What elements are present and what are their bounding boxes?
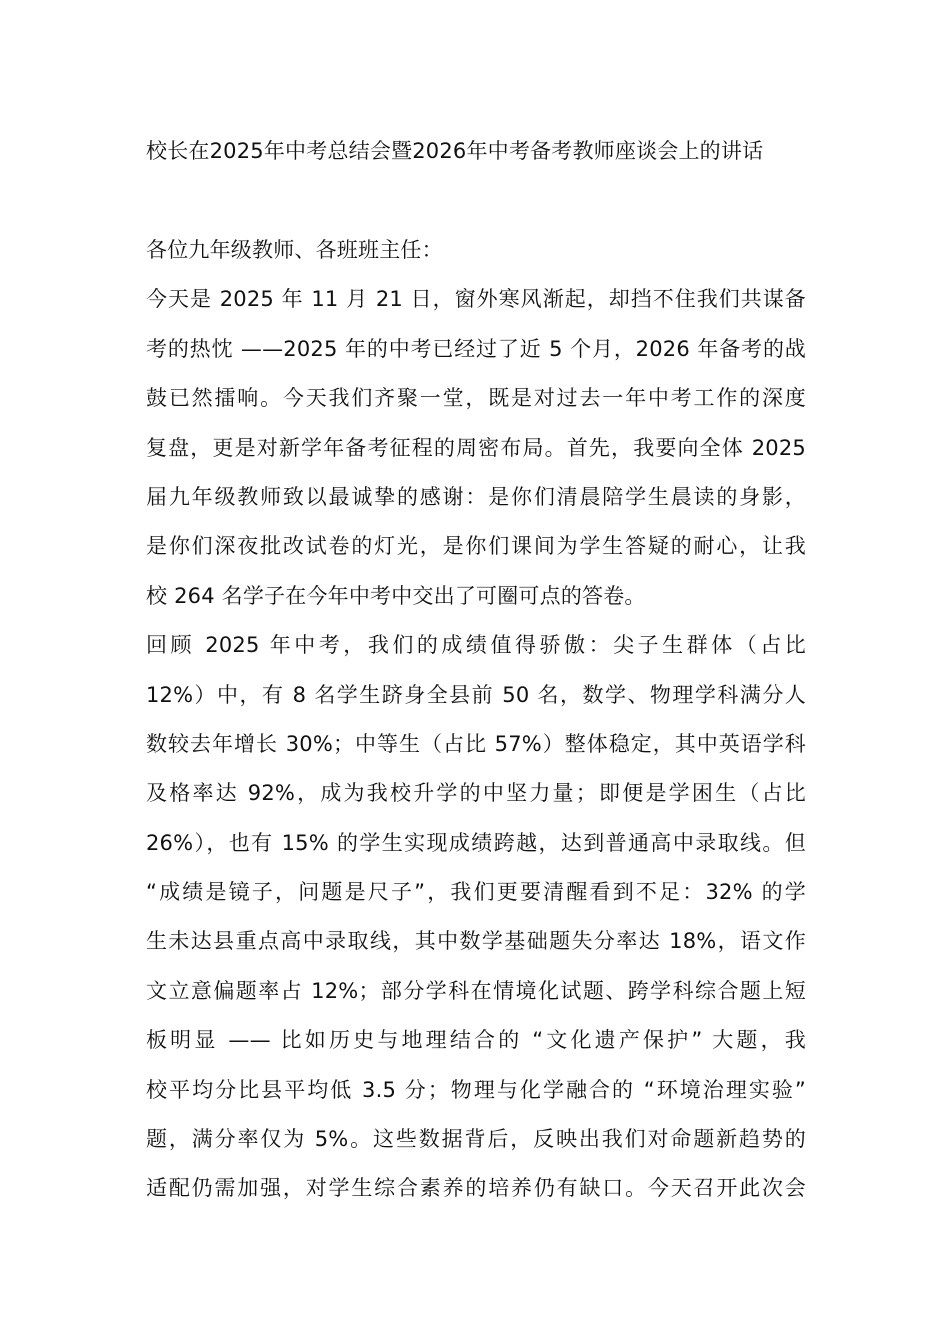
- document-body: [146, 232, 806, 1220]
- paragraph-line: 校平均分比县平均低 3.5 分；物理与化学融合的 “环境治理实验”: [146, 1077, 806, 1102]
- paragraph-line: 文立意偏题率占 12%；部分学科在情境化试题、跨学科综合题上短: [146, 978, 806, 1003]
- paragraph-line: 26%），也有 15% 的学生实现成绩跨越，达到普通高中录取线。但: [146, 830, 806, 855]
- paragraph-line: 及格率达 92%，成为我校升学的中坚力量；即便是学困生（占比: [146, 781, 806, 806]
- paragraph-line: 板明显 —— 比如历史与地理结合的 “文化遗产保护” 大题，我: [146, 1028, 806, 1053]
- paragraph-line: 鼓已然擂响。今天我们齐聚一堂，既是对过去一年中考工作的深度: [146, 386, 806, 411]
- paragraph-line: 校 264 名学子在今年中考中交出了可圈可点的答卷。: [146, 583, 646, 608]
- paragraph-line: 是你们深夜批改试卷的灯光，是你们课间为学生答疑的耐心，让我: [146, 534, 806, 559]
- paragraph-line: 回顾 2025 年中考，我们的成绩值得骄傲：尖子生群体（占比: [146, 633, 806, 658]
- paragraph-line: 今天是 2025 年 11 月 21 日，窗外寒风渐起，却挡不住我们共谋备: [146, 287, 806, 312]
- paragraph-line: 题，满分率仅为 5%。这些数据背后，反映出我们对命题新趋势的: [146, 1127, 806, 1152]
- paragraph-line: 复盘，更是对新学年备考征程的周密布局。首先，我要向全体 2025: [146, 435, 806, 460]
- paragraph-line: 届九年级教师致以最诚挚的感谢：是你们清晨陪学生晨读的身影，: [146, 484, 806, 509]
- document-title: 校长在2025年中考总结会暨2026年中考备考教师座谈会上的讲话: [146, 139, 764, 163]
- paragraph-line: 生未达县重点高中录取线，其中数学基础题失分率达 18%，语文作: [146, 929, 806, 954]
- paragraph-line: “成绩是镜子，问题是尺子”，我们更要清醒看到不足：32% 的学: [146, 880, 806, 905]
- paragraph-line: 数较去年增长 30%；中等生（占比 57%）整体稳定，其中英语学科: [146, 731, 806, 756]
- salutation-line: 各位九年级教师、各班班主任：: [146, 238, 443, 262]
- paragraph-line: 12%）中，有 8 名学生跻身全县前 50 名，数学、物理学科满分人: [146, 682, 806, 707]
- paragraph-line: 适配仍需加强，对学生综合素养的培养仍有缺口。今天召开此次会: [146, 1176, 806, 1201]
- paragraph-line: 考的热忱 ——2025 年的中考已经过了近 5 个月，2026 年备考的战: [146, 336, 806, 361]
